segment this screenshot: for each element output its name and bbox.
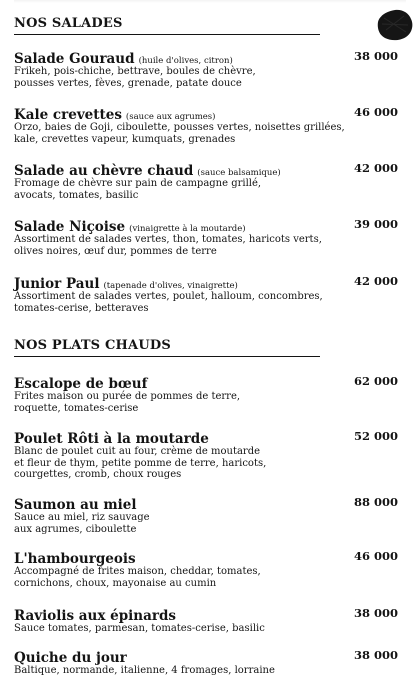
item-description: Frites maison ou purée de pommes de terre, roquette, tomates-cerise xyxy=(14,391,241,414)
section-title-salades: NOS SALADES xyxy=(14,16,320,35)
item-name: Kale crevettes xyxy=(14,107,122,123)
menu-item xyxy=(14,605,400,635)
item-description: Sauce tomates, parmesan, tomates-cerise, basilic xyxy=(14,623,265,634)
item-name: Quiche du jour xyxy=(14,650,127,666)
item-description: Fromage de chèvre sur pain de campagne grillé, avocats, tomates, basilic xyxy=(14,178,262,201)
item-price: 38 000 xyxy=(353,648,398,662)
item-name: Salade au chèvre chaud xyxy=(14,163,194,179)
item-name: Raviolis aux épinards xyxy=(14,608,176,624)
item-note: (sauce aux agrumes) xyxy=(125,112,216,122)
item-description: Sauce au miel, riz sauvage aux agrumes, ciboulette xyxy=(14,512,150,535)
item-name: Salade Niçoise xyxy=(14,219,126,235)
item-name: Escalope de bœuf xyxy=(14,376,148,392)
item-price: 42 000 xyxy=(353,161,398,175)
item-description: Frikeh, pois-chiche, bettrave, boules de chèvre, pousses vertes, fèves, grenade, patate douce xyxy=(14,66,256,89)
item-description: Assortiment de salades vertes, thon, tomates, haricots verts, olives noires, œuf dur, pommes de terre xyxy=(14,234,322,257)
item-description: Baltique, normande, italienne, 4 fromages, lorraine xyxy=(14,665,275,676)
item-price: 62 000 xyxy=(353,374,398,388)
menu-item xyxy=(14,373,400,414)
item-price: 38 000 xyxy=(353,49,398,63)
menu-item xyxy=(14,647,400,677)
item-price: 38 000 xyxy=(353,606,398,620)
item-price: 88 000 xyxy=(353,495,398,509)
bleed-through-strip xyxy=(14,0,406,3)
item-price: 46 000 xyxy=(353,549,398,563)
item-note: (tapenade d'olives, vinaigrette) xyxy=(103,281,238,291)
item-description: Blanc de poulet cuit au four, crème de moutarde et fleur de thym, petite pomme de terre, haricots, courgettes, cromb, choux rouges xyxy=(14,446,267,480)
item-description: Orzo, baies de Goji, ciboulette, pousses vertes, noisettes grillées, kale, crevettes vapeur, kumquats, grenades xyxy=(14,122,345,145)
item-price: 42 000 xyxy=(353,274,398,288)
item-description: Accompagné de frites maison, cheddar, tomates, cornichons, choux, mayonaise au cumin xyxy=(14,566,261,589)
menu-item xyxy=(14,494,400,535)
item-note: (vinaigrette à la moutarde) xyxy=(129,224,246,234)
menu-item xyxy=(14,428,400,481)
menu-item xyxy=(14,548,400,589)
item-name: Saumon au miel xyxy=(14,497,137,513)
item-price: 39 000 xyxy=(353,217,398,231)
item-note: (huile d'olives, citron) xyxy=(138,56,233,66)
section-title-plats-chauds: NOS PLATS CHAUDS xyxy=(14,338,320,357)
item-price: 52 000 xyxy=(353,429,398,443)
menu-item xyxy=(14,216,400,257)
menu-item xyxy=(14,160,400,201)
menu-item xyxy=(14,104,400,145)
ink-blot-logo xyxy=(376,8,414,42)
menu-item xyxy=(14,273,400,314)
item-name: Poulet Rôti à la moutarde xyxy=(14,431,209,447)
item-price: 46 000 xyxy=(353,105,398,119)
item-description: Assortiment de salades vertes, poulet, halloum, concombres, tomates-cerise, betteraves xyxy=(14,291,323,314)
item-name: Junior Paul xyxy=(14,276,100,292)
item-note: (sauce balsamique) xyxy=(197,168,281,178)
item-name: L'hambourgeois xyxy=(14,551,136,567)
menu-item xyxy=(14,48,400,89)
item-name: Salade Gouraud xyxy=(14,51,135,67)
